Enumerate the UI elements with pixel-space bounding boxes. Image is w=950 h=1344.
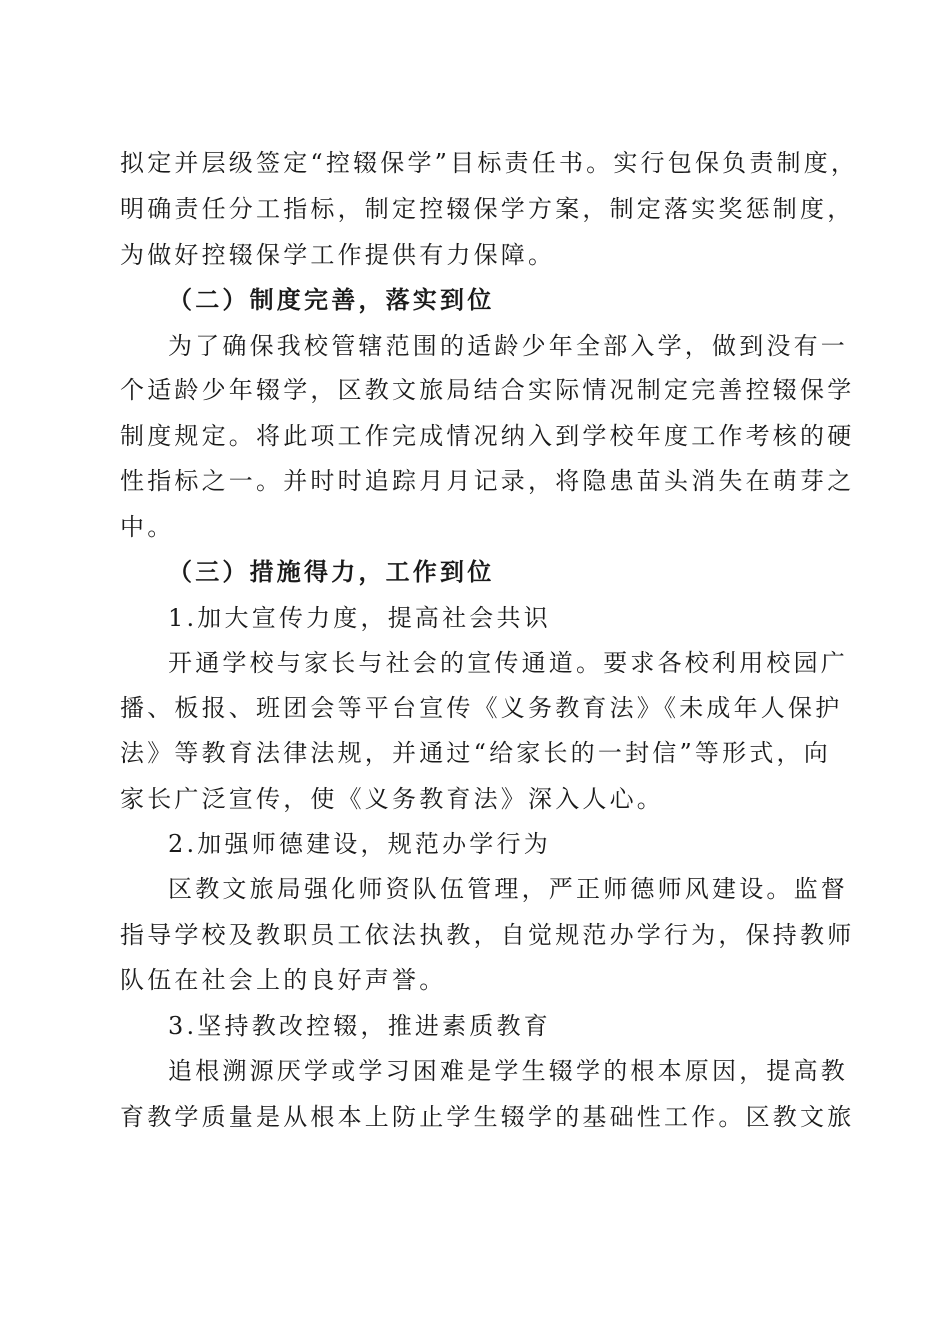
text-line: 播、板报、班团会等平台宣传《义务教育法》《未成年人保护: [120, 694, 843, 722]
text-line: 为了确保我校管辖范围的适龄少年全部入学，做到没有一: [168, 332, 848, 360]
text-line: 区教文旅局强化师资队伍管理，严正师德师风建设。监督: [168, 875, 848, 903]
subheading: 3.坚持教改控辍，推进素质教育: [168, 1012, 551, 1040]
text-line: 明确责任分工指标，制定控辍保学方案，制定落实奖惩制度，: [120, 195, 855, 223]
section-heading: （三）措施得力，工作到位: [168, 557, 495, 586]
text-line: 个适龄少年辍学，区教文旅局结合实际情况制定完善控辍保学: [120, 376, 855, 404]
subheading: 1.加大宣传力度，提高社会共识: [168, 604, 551, 632]
text-line: 拟定并层级签定“控辍保学”目标责任书。实行包保负责制度，: [120, 149, 859, 177]
text-line: 法》等教育法律法规，并通过“给家长的一封信”等形式，向: [120, 739, 831, 767]
text-line: 性指标之一。并时时追踪月月记录，将隐患苗头消失在萌芽之: [120, 467, 855, 495]
text-line: 指导学校及教职员工依法执教，自觉规范办学行为，保持教师: [120, 921, 855, 949]
subheading: 2.加强师德建设，规范办学行为: [168, 830, 551, 858]
text-line: 队伍在社会上的良好声誉。: [120, 966, 447, 994]
text-line: 开通学校与家长与社会的宣传通道。要求各校利用校园广: [168, 649, 848, 677]
section-heading: （二）制度完善，落实到位: [168, 285, 495, 314]
text-line: 育教学质量是从根本上防止学生辍学的基础性工作。区教文旅: [120, 1103, 855, 1131]
text-line: 家长广泛宣传，使《义务教育法》深入人心。: [120, 785, 664, 813]
text-line: 追根溯源厌学或学习困难是学生辍学的根本原因，提高教: [168, 1057, 848, 1085]
text-line: 制度规定。将此项工作完成情况纳入到学校年度工作考核的硬: [120, 422, 855, 450]
text-line: 中。: [120, 513, 175, 541]
text-line: 为做好控辍保学工作提供有力保障。: [120, 241, 556, 269]
